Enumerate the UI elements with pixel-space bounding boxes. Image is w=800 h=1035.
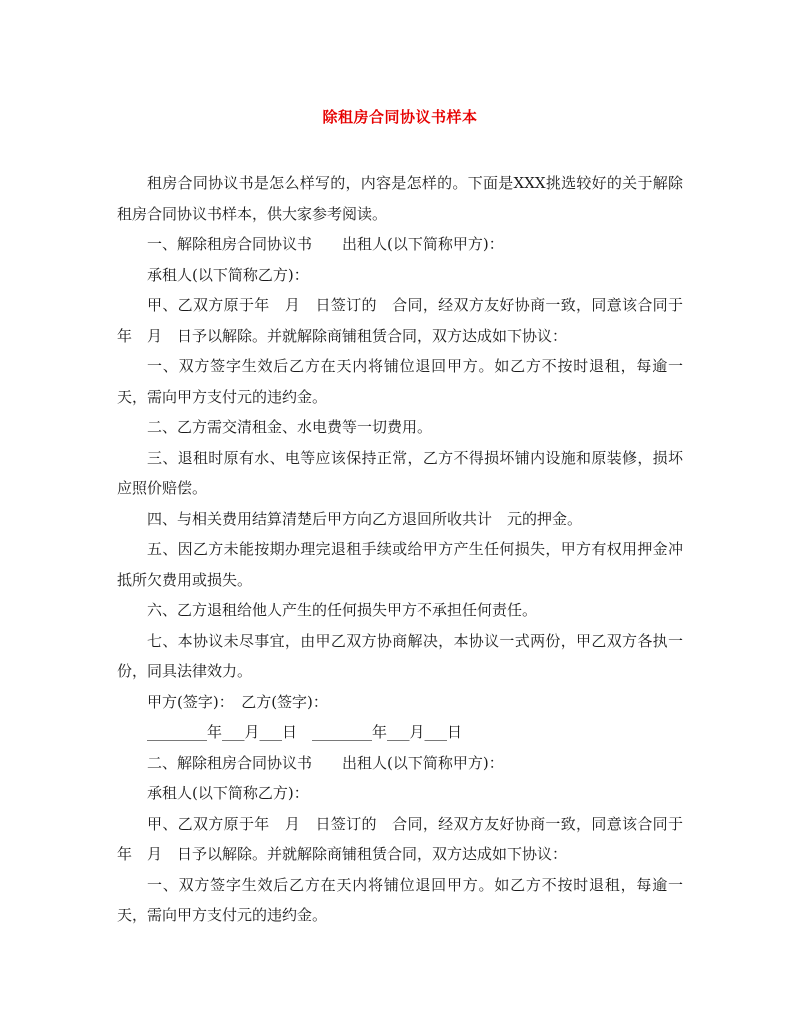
paragraph-clause-4: 四、与相关费用结算清楚后甲方向乙方退回所收共计 元的押金。 bbox=[147, 509, 583, 528]
paragraph-date-lines: ________年___月___日 ________年___月___日 bbox=[147, 723, 463, 741]
paragraph-intro: 租房合同协议书是怎么样写的，内容是怎样的。下面是XXX挑选较好的关于解除租房合同协议书样本，供大家参考阅读。 bbox=[117, 174, 683, 223]
paragraph-lessee-2: 承租人(以下简称乙方)： bbox=[147, 784, 309, 802]
document-body bbox=[117, 168, 683, 931]
paragraph-section-1-heading: 一、解除租房合同协议书 出租人(以下简称甲方)： bbox=[147, 235, 504, 253]
paragraph-signatures: 甲方(签字)： 乙方(签字)： bbox=[147, 692, 328, 711]
paragraph-clause-1-repeat: 一、双方签字生效后乙方在天内将铺位退回甲方。如乙方不按时退租，每逾一天，需向甲方支付元的违约金。 bbox=[117, 875, 683, 924]
paragraph-clause-7: 七、本协议未尽事宜，由甲乙双方协商解决，本协议一式两份，甲乙双方各执一份，同具法律效力。 bbox=[117, 631, 683, 680]
paragraph-clause-2: 二、乙方需交清租金、水电费等一切费用。 bbox=[147, 418, 433, 436]
paragraph-lessee-1: 承租人(以下简称乙方)： bbox=[147, 265, 309, 284]
document-title: 除租房合同协议书样本 bbox=[322, 108, 478, 126]
paragraph-clause-3: 三、退租时原有水、电等应该保持正常，乙方不得损坏铺内设施和原装修，损坏应照价赔偿。 bbox=[117, 448, 683, 497]
paragraph-clause-5: 五、因乙方未能按期办理完退租手续或给甲方产生任何损失，甲方有权用押金冲抵所欠费用或损失。 bbox=[117, 540, 683, 589]
paragraph-clause-6: 六、乙方退租给他人产生的任何损失甲方不承担任何责任。 bbox=[147, 601, 538, 619]
paragraph-section-2-heading: 二、解除租房合同协议书 出租人(以下简称甲方)： bbox=[147, 753, 504, 772]
paragraph-clause-1: 一、双方签字生效后乙方在天内将铺位退回甲方。如乙方不按时退租，每逾一天，需向甲方支付元的违约金。 bbox=[117, 357, 683, 406]
paragraph-agreement-2: 甲、乙双方原于年 月 日签订的 合同，经双方友好协商一致，同意该合同于年 月 日予以解除。并就解除商铺租赁合同，双方达成如下协议： bbox=[117, 814, 683, 863]
paragraph-agreement-1: 甲、乙双方原于年 月 日签订的 合同，经双方友好协商一致，同意该合同于年 月 日予以解除。并就解除商铺租赁合同，双方达成如下协议： bbox=[117, 296, 683, 345]
